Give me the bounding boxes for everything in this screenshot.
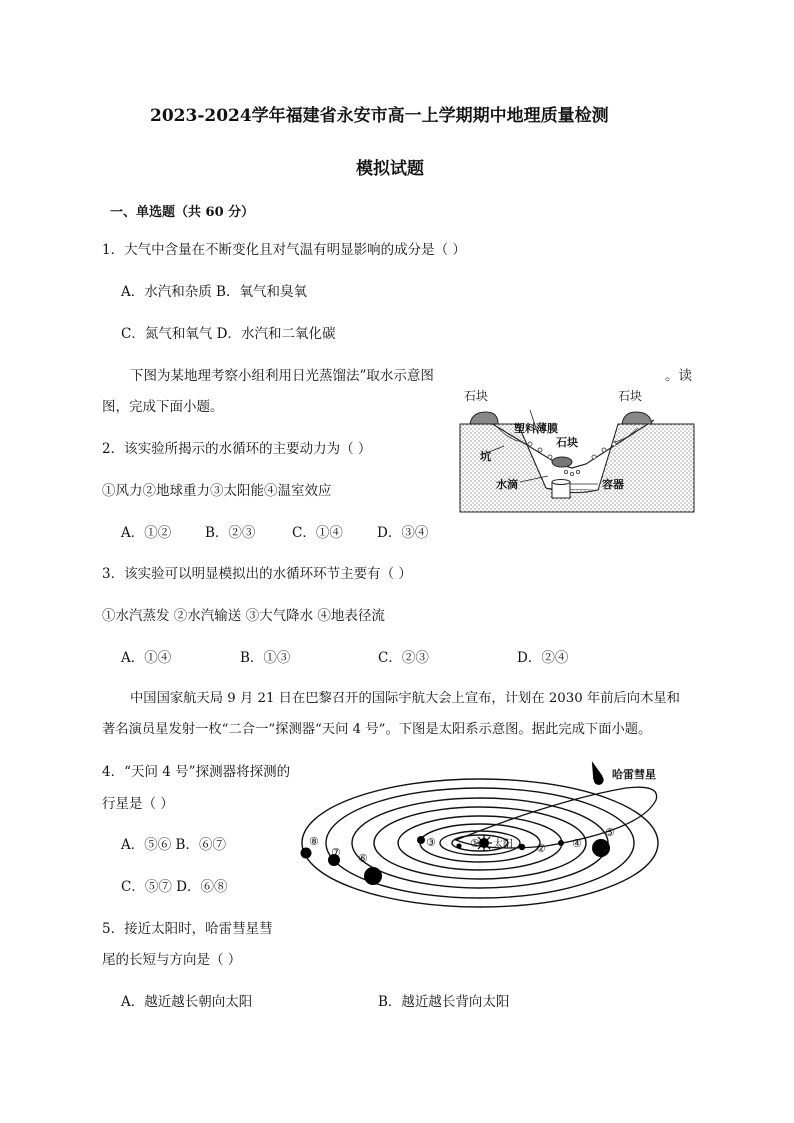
question-3-option-b: B．①③	[240, 650, 291, 666]
left-stone	[470, 412, 498, 424]
label-water-drop: 水滴	[496, 478, 518, 491]
label-stone-right: 石块	[618, 389, 643, 403]
label-planet-8: ⑧	[309, 835, 319, 848]
label-sun: 太阳	[493, 839, 513, 850]
intro-1-line1: 下图为某地理考察小组利用日光蒸馏法”取水示意图	[130, 368, 434, 384]
label-planet-5: ⑤	[605, 826, 615, 839]
halley-comet	[587, 760, 605, 786]
label-planet-2: ②	[536, 842, 546, 855]
solar-distillation-figure	[458, 384, 698, 514]
question-2-option-c: C．①④	[292, 525, 343, 541]
solar-system-figure	[296, 760, 696, 910]
question-4-stem-line1: 4．“天问 4 号”探测器将探测的	[102, 764, 291, 780]
label-halley-comet: 哈雷彗星	[612, 768, 656, 781]
label-planet-4: ④	[572, 837, 582, 850]
question-3-option-d: D．②④	[517, 650, 569, 666]
question-2-option-b: B．②③	[205, 525, 256, 541]
question-1-stem: 1．大气中含量在不断变化且对气温有明显影响的成分是（ ）	[102, 242, 466, 258]
planet-3	[417, 836, 425, 844]
planet-1	[456, 843, 461, 848]
intro-1-line1-end: 。读	[665, 368, 692, 384]
question-2-items: ①风力②地球重力③太阳能④温室效应	[102, 483, 332, 499]
question-3-items: ①水汽蒸发 ②水汽输送 ③大气降水 ④地表径流	[102, 608, 385, 624]
planet-4	[558, 840, 564, 846]
label-pit: 坑	[480, 450, 491, 463]
label-planet-3: ③	[426, 836, 436, 849]
question-5-option-b: B．越近越长背向太阳	[378, 994, 510, 1010]
question-4-options-row1: A．⑤⑥ B．⑥⑦	[121, 837, 226, 853]
question-3-option-a: A．①④	[121, 650, 172, 666]
document-subtitle: 模拟试题	[356, 159, 424, 179]
label-container: 容器	[602, 478, 624, 491]
planet-2	[519, 844, 525, 850]
label-plastic-film: 塑料薄膜	[514, 422, 558, 435]
middle-stone	[552, 457, 572, 467]
label-stone-middle: 石块	[556, 436, 578, 449]
question-2-option-d: D．③④	[377, 525, 429, 541]
question-5-stem-line1: 5．接近太阳时，哈雷彗星彗	[102, 921, 273, 937]
question-2-stem: 2．该实验所揭示的水循环的主要动力为（ ）	[102, 441, 372, 457]
intro-2-line2: 著名演员星发射一枚“二合一”探测器“天问 4 号”。下图是太阳系示意图。据此完成下面小题。	[102, 722, 652, 737]
label-planet-1: ①	[470, 837, 480, 850]
question-4-options-row2: C．⑤⑦ D．⑥⑧	[121, 879, 228, 895]
question-5-stem-line2: 尾的长短与方向是（ ）	[102, 952, 242, 968]
label-planet-7: ⑦	[331, 846, 341, 859]
question-3-stem: 3．该实验可以明显模拟出的水循环环节主要有（ ）	[102, 566, 412, 582]
planet-6	[364, 867, 382, 885]
question-3-option-c: C．②③	[378, 650, 429, 666]
right-stone	[622, 412, 652, 424]
question-4-stem-line2: 行星是（ ）	[102, 796, 174, 812]
question-1-options-row2: C．氮气和氧气 D．水汽和二氧化碳	[121, 326, 336, 342]
label-stone-left: 石块	[464, 389, 489, 403]
document-title: 2023-2024学年福建省永安市高一上学期期中地理质量检测	[150, 106, 609, 126]
intro-2-line1: 中国国家航天局 9 月 21 日在巴黎召开的国际宇航大会上宣布，计划在 2030 年前后向木星和	[130, 691, 680, 706]
question-1-options-row1: A．水汽和杂质 B．氧气和臭氧	[121, 284, 307, 300]
label-planet-6: ⑥	[358, 852, 368, 865]
question-5-option-a: A．越近越长朝向太阳	[121, 994, 253, 1010]
question-2-option-a: A．①②	[121, 525, 172, 541]
intro-1-line2: 图，完成下面小题。	[102, 399, 224, 415]
section-heading: 一、单选题（共 60 分）	[110, 205, 255, 220]
planet-5	[592, 839, 610, 857]
planet-8	[301, 848, 312, 859]
